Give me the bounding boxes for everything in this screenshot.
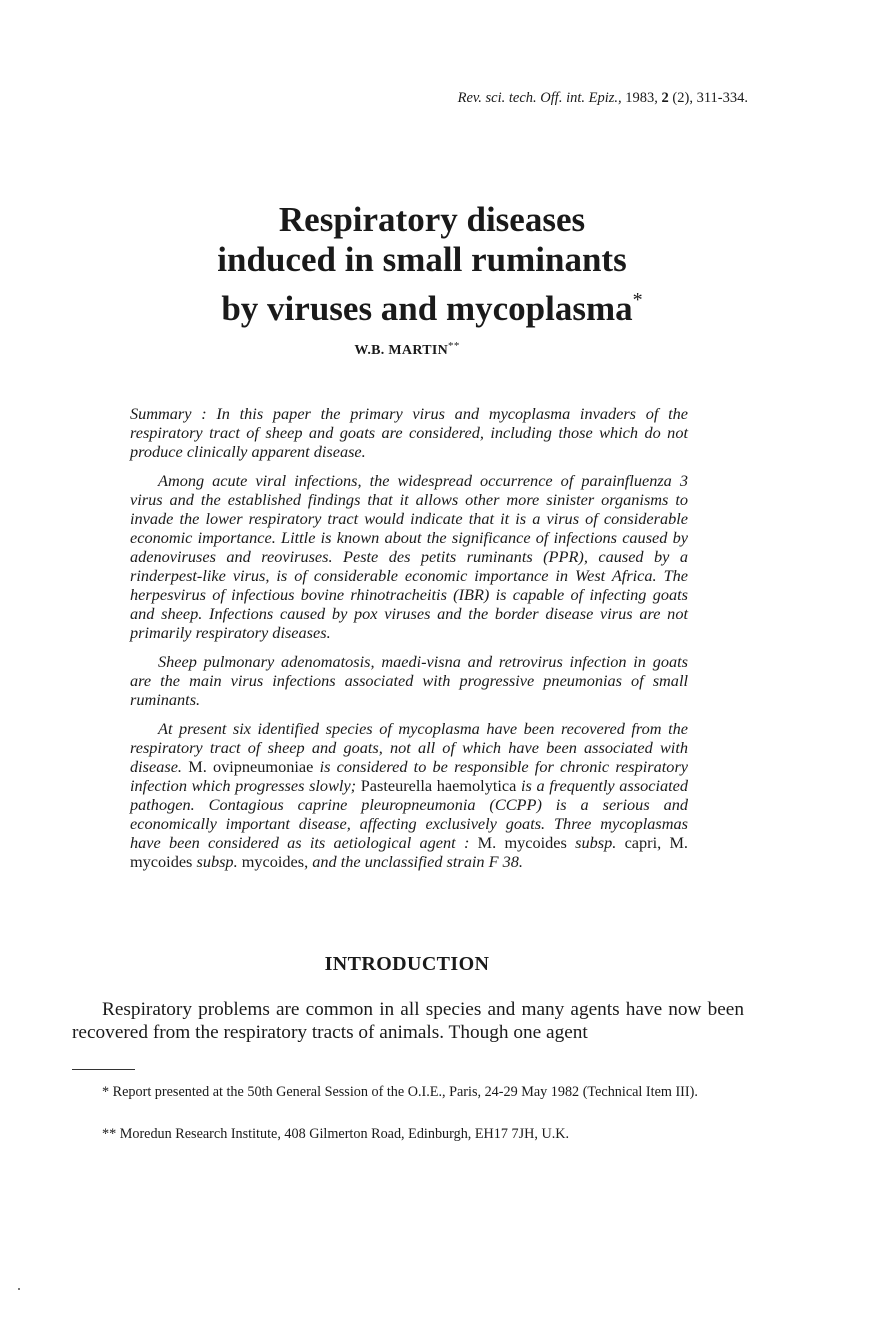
summary-p4-text-e: is a frequently associated pathogen. Contagious caprine pleuropneumonia (CCPP) is a serious and economically important disease, affecting exclusively goats. Three mycoplasmas have been considered as its aetiological agent :: [130, 776, 688, 852]
title-line-3-text: by viruses and mycoplasma: [221, 289, 633, 328]
summary-paragraph-3: Sheep pulmonary adenomatosis, maedi-visna and retrovirus infection in goats are the main virus infections associated with progressive pneumonias of small ruminants.: [130, 652, 688, 709]
author-line: [0, 340, 814, 359]
summary-block: [130, 404, 688, 881]
summary-p4-species-4: capri, M. mycoides: [130, 833, 688, 871]
summary-p4-species-1: M. ovipneumoniae: [188, 757, 314, 776]
journal-name: Rev. sci. tech. Off. int. Epiz.,: [457, 90, 622, 106]
footnote-2: [72, 1125, 744, 1143]
summary-p4-text-a: At present six identified species of mycoplasma have been recovered from the respiratory tract of sheep and goats, not all of which have been associated with disease.: [130, 719, 688, 776]
journal-volume: 2: [661, 90, 669, 106]
summary-p4-text-k: and the unclassified strain F 38.: [308, 852, 523, 871]
title-line-1: Respiratory diseases: [278, 200, 586, 239]
title-line-3: [0, 280, 874, 329]
scan-speck: [18, 1288, 20, 1290]
introduction-paragraph: Respiratory problems are common in all species and many agents have now been recovered from the respiratory tracts of animals. Though one agent: [72, 999, 744, 1043]
paper-title: [0, 200, 874, 329]
title-line-2: induced in small ruminants: [217, 240, 627, 279]
summary-p4-text-g: subsp.: [566, 833, 625, 852]
summary-paragraph-2: Among acute viral infections, the widespread occurrence of parainfluenza 3 virus and the established findings that it allows other more sinister organisms to invade the lower respiratory tract would indicate that it is a virus of considerable economic importance. Little is known about the significance of infections caused by adenoviruses and reoviruses. Peste des petits ruminants (PPR), caused by a rinderpest-like virus, is of considerable economic importance in West Africa. The herpesvirus of infectious bovine rhinotracheitis (IBR) is capable of infecting goats and sheep. Infections caused by pox viruses and the border disease virus are not primarily respiratory diseases.: [130, 471, 688, 642]
summary-p4-text-c: is considered to be responsible for chronic respiratory infection which progresses slowly;: [130, 757, 689, 795]
footnote-1: [72, 1083, 744, 1101]
summary-p4-species-5: mycoides,: [241, 852, 309, 871]
author-name: W.B. MARTIN: [354, 343, 449, 358]
journal-citation: [458, 90, 748, 107]
footnote-2-text: ** Moredun Research Institute, 408 Gilmerton Road, Edinburgh, EH17 7JH, U.K.: [102, 1126, 570, 1142]
footnote-1-text: * Report presented at the 50th General Session of the O.I.E., Paris, 24-29 May 1982 (Technical Item III).: [102, 1084, 698, 1100]
summary-p4-species-3: M. mycoides: [477, 833, 567, 852]
journal-issue-pages: (2), 311-334.: [672, 90, 748, 106]
summary-paragraph-1: Summary : In this paper the primary virus and mycoplasma invaders of the respiratory tract of sheep and goats are considered, including those which do not produce clinically apparent disease.: [130, 404, 688, 461]
author-footnote-mark: **: [448, 340, 460, 352]
section-heading-introduction: INTRODUCTION: [324, 953, 490, 975]
introduction-body: [72, 998, 744, 1044]
summary-p4-text-i: subsp.: [192, 852, 242, 871]
summary-paragraph-4: [130, 719, 688, 871]
journal-year: 1983,: [625, 90, 658, 106]
title-footnote-mark: *: [632, 289, 643, 311]
summary-p4-species-2: Pasteurella haemolytica: [360, 776, 517, 795]
footnote-divider: [72, 1069, 135, 1070]
